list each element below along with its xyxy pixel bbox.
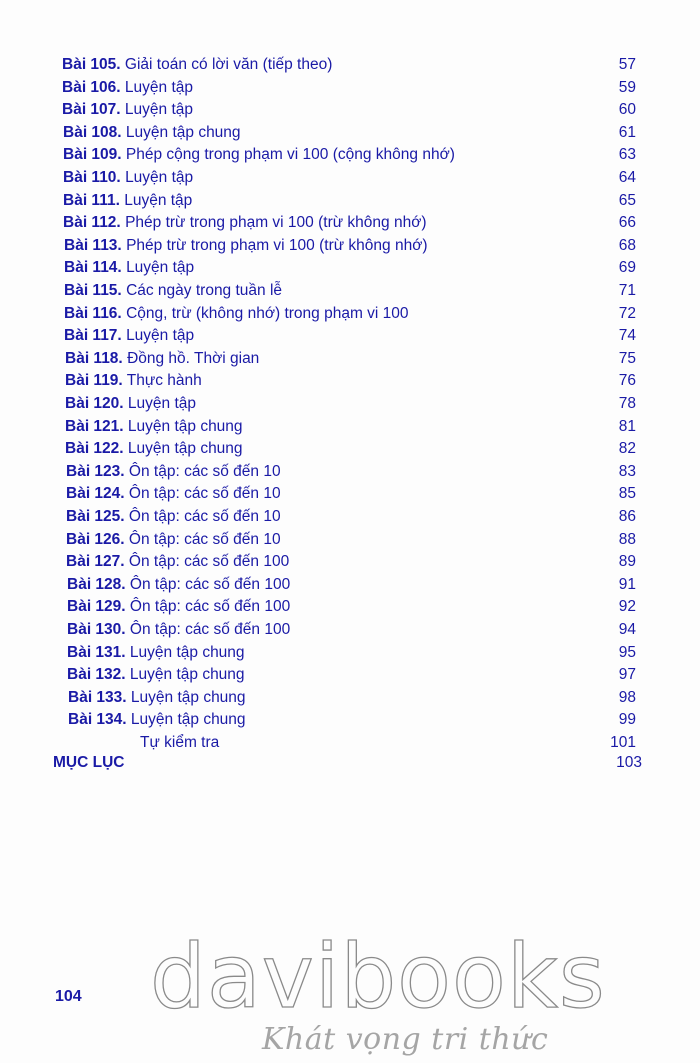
toc-entry [62, 77, 193, 99]
toc-entry-title: Phép cộng trong phạm vi 100 (cộng không nhớ) [125, 146, 455, 164]
toc-entry-page: 97 [618, 666, 636, 684]
toc-entry-title: Luyện tập [124, 78, 194, 96]
toc-entry [66, 483, 281, 505]
toc-entry [64, 280, 282, 302]
toc-entry-title: Các ngày trong tuần lễ [126, 282, 283, 299]
toc-entry [68, 687, 246, 709]
toc-entry-number: Bài 130. [67, 621, 126, 638]
toc-entry-page: 81 [618, 417, 636, 435]
toc-entry [64, 303, 409, 325]
toc-entry-title: Phép trừ trong phạm vi 100 (trừ không nhớ) [125, 214, 427, 232]
toc-entry-page: 76 [618, 372, 636, 390]
toc-entry [66, 506, 281, 528]
toc-entry-number: Bài 115. [64, 282, 122, 299]
toc-entry [68, 709, 246, 731]
toc-entry-title: Giải toán có lời văn (tiếp theo) [124, 56, 333, 73]
toc-entry [67, 619, 290, 641]
toc-entry-number: Bài 126. [66, 530, 125, 548]
toc-entry-page: 85 [618, 485, 636, 503]
toc-entry-number: Bài 106. [62, 78, 121, 96]
toc-entry [66, 529, 281, 551]
toc-entry-number: Bài 109. [63, 146, 122, 164]
toc-entry-page: 64 [618, 169, 636, 186]
watermark-slogan: Khát vọng tri thức [262, 1022, 549, 1057]
toc-entry [65, 438, 243, 460]
toc-entry [64, 235, 428, 257]
toc-entry [65, 416, 243, 438]
toc-entry-page: 98 [618, 688, 636, 706]
toc-entry [140, 732, 219, 754]
toc-entry-number: Bài 127. [66, 553, 125, 571]
toc-entry-title: Luyện tập chung [130, 688, 246, 706]
toc-entry-number: Bài 117. [64, 327, 122, 345]
toc-entry-number: Bài 116. [64, 304, 122, 322]
toc-entry [67, 596, 290, 618]
toc-entry-number: Bài 132. [67, 666, 126, 684]
toc-entry-number: Bài 113. [64, 236, 122, 254]
toc-entry-title: Luyện tập chung [125, 123, 241, 141]
toc-entry-number: Bài 123. [66, 462, 125, 480]
toc-entry-page: 63 [618, 146, 636, 164]
toc-entry-title: Ôn tập: các số đến 100 [129, 621, 291, 638]
toc-entry-title: Luyện tập chung [130, 711, 246, 729]
toc-entry-title: Luyện tập chung [127, 417, 243, 435]
toc-entry-number: Bài 114. [64, 259, 122, 277]
toc-entry [64, 257, 194, 279]
toc-entry-title: Luyện tập [124, 191, 193, 209]
toc-entry-page: 99 [618, 711, 636, 729]
toc-entry [67, 642, 245, 664]
toc-entry-page: 61 [618, 123, 636, 141]
toc-entry-page: 95 [618, 643, 636, 661]
toc-entry-page: 91 [618, 575, 636, 593]
toc-entry-title: Ôn tập: các số đến 10 [128, 508, 281, 525]
toc-entry-page: 57 [618, 56, 636, 73]
toc-entry [66, 461, 281, 483]
toc-entry-title: Luyện tập [126, 327, 195, 345]
toc-entry-page: 65 [618, 191, 636, 209]
toc-entry [65, 370, 202, 392]
toc-entry [62, 54, 332, 76]
toc-entry-number: Bài 120. [65, 395, 124, 412]
toc-entry-page: 66 [618, 214, 636, 232]
toc-entry-number: Bài 112. [63, 214, 121, 232]
toc-entry [62, 99, 193, 121]
toc-entry-page: 68 [618, 236, 636, 254]
toc-entry [65, 348, 259, 370]
toc-entry-number: Bài 118. [65, 349, 123, 367]
toc-entry-title: Ôn tập: các số đến 100 [129, 598, 291, 616]
toc-entry-page: 60 [618, 101, 636, 119]
page-number: 104 [55, 988, 82, 1005]
toc-entry [63, 167, 193, 189]
toc-entry-page: 92 [618, 598, 636, 616]
watermark-brand: davibooks [150, 925, 606, 1028]
toc-entry-title: Luyện tập [127, 395, 197, 412]
section-page-number: 103 [616, 754, 642, 771]
toc-entry-page: 75 [618, 349, 636, 367]
section-title: MỤC LỤC [53, 754, 125, 771]
toc-entry-number: Bài 108. [63, 123, 122, 141]
toc-entry-number: Bài 105. [62, 56, 121, 73]
toc-entry-page: 69 [618, 259, 636, 277]
toc-entry-title: Ôn tập: các số đến 10 [128, 462, 281, 480]
toc-entry-page: 89 [618, 553, 636, 571]
toc-entry-page: 86 [618, 508, 636, 525]
toc-entry-number: Bài 107. [62, 101, 121, 119]
toc-entry [67, 574, 290, 596]
toc-entry [63, 190, 192, 212]
toc-entry-page: 94 [618, 621, 636, 638]
toc-entry-page: 101 [610, 734, 636, 751]
toc-entry [63, 122, 241, 144]
toc-entry-page: 59 [618, 78, 636, 96]
toc-entry-number: Bài 110. [63, 169, 121, 186]
toc-entry-title: Đồng hồ. Thời gian [127, 349, 260, 367]
toc-entry-page: 72 [618, 304, 636, 322]
toc-entry [65, 393, 196, 415]
toc-entry-title: Luyện tập chung [127, 440, 243, 458]
toc-entry-title: Ôn tập: các số đến 100 [128, 553, 290, 571]
toc-entry-title: Luyện tập chung [129, 666, 245, 684]
toc-entry-title: Luyện tập chung [129, 643, 245, 661]
toc-entry-title: Ôn tập: các số đến 100 [129, 575, 291, 593]
toc-entry-page: 78 [618, 395, 636, 412]
toc-entry [64, 325, 194, 347]
toc-entry-number: Bài 128. [67, 575, 126, 593]
toc-entry-number: Bài 125. [66, 508, 125, 525]
toc-entry-number: Bài 129. [67, 598, 126, 616]
toc-entry-page: 88 [618, 530, 636, 548]
toc-entry [67, 664, 245, 686]
toc-entry-title: Luyện tập [126, 259, 195, 277]
toc-entry [63, 212, 427, 234]
toc-entry-number: Bài 131. [67, 643, 126, 661]
toc-entry [63, 144, 455, 166]
toc-entry-title: Ôn tập: các số đến 10 [128, 485, 281, 503]
toc-entry-number: Bài 121. [65, 417, 124, 435]
toc-entry-title: Luyện tập [124, 101, 194, 119]
toc-entry-page: 74 [618, 327, 636, 345]
toc-entry-number: Bài 133. [68, 688, 127, 706]
toc-entry-number: Bài 134. [68, 711, 127, 729]
toc-entry-title: Tự kiểm tra [140, 734, 220, 751]
toc-entry-number: Bài 124. [66, 485, 125, 503]
toc-entry-page: 82 [618, 440, 636, 458]
toc-entry-title: Cộng, trừ (không nhớ) trong phạm vi 100 [126, 304, 409, 322]
toc-entry-title: Ôn tập: các số đến 10 [128, 530, 281, 548]
toc-entry-number: Bài 119. [65, 372, 123, 390]
toc-entry-title: Phép trừ trong phạm vi 100 (trừ không nhớ) [126, 236, 428, 254]
toc-entry [66, 551, 289, 573]
toc-entry-page: 71 [618, 282, 636, 299]
toc-entry-title: Thực hành [126, 372, 202, 390]
toc-entry-title: Luyện tập [125, 169, 194, 186]
toc-entry-number: Bài 122. [65, 440, 124, 458]
toc-entry-page: 83 [618, 462, 636, 480]
toc-entry-number: Bài 111. [63, 191, 120, 209]
